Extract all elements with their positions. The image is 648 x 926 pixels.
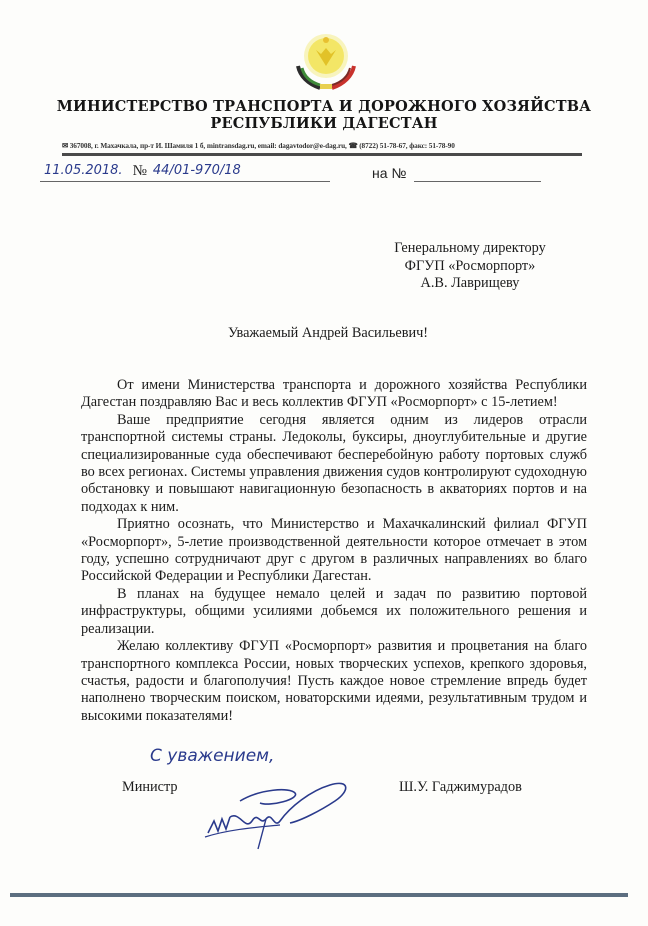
registration-row [40, 160, 582, 182]
letter-number: 44/01-970/18 [152, 163, 241, 178]
signer-name: Ш.У. Гаджимурадов [399, 779, 522, 796]
body-paragraph: Ваше предприятие сегодня является одним из лидеров отрасли транспортной системы страны. Ледоколы, буксиры, дноуглубительные и другие специализированные суда обеспечивают бесперебойную работу портовых служб во всех регионах. Системы управления движения судов контролируют судоходную обстановку и повышают навигационную безопасность в акваториях портов и на подходах к ним. [81, 411, 587, 515]
ministry-name-line2: РЕСПУБЛИКИ ДАГЕСТАН [210, 115, 438, 132]
bottom-divider [10, 893, 628, 897]
addressee-organization: ФГУП «Росморпорт» [404, 257, 536, 274]
signature-block [81, 745, 587, 875]
ministry-name-line1: МИНИСТЕРСТВО ТРАНСПОРТА И ДОРОЖНОГО ХОЗЯЙСТВА [56, 98, 592, 115]
ministry-name [40, 98, 608, 132]
letterhead-divider [62, 153, 582, 156]
number-label: № [132, 163, 147, 179]
letter-body [81, 377, 587, 875]
signature-icon [200, 771, 360, 851]
coat-of-arms-emblem [290, 28, 362, 92]
body-paragraph: В планах на будущее немало целей и задач по развитию портовой инфраструктуры, общими усилиями добьемся их положительного решения и реализации. [81, 585, 587, 637]
body-paragraph: Желаю коллективу ФГУП «Росморпорт» развития и процветания на благо транспортного комплекса России, новых творческих успехов, крепкого здоровья, счастья, радости и благополучия! Пусть каждое новое стремление впредь будет наполнено творческим поиском, новаторскими идеями, результативным трудом и высокими показателями! [81, 638, 587, 724]
addressee-block [360, 240, 580, 293]
registration-underline [40, 162, 330, 182]
letter-date: 11.05.2018. [44, 163, 123, 178]
reply-number-label: на № [372, 165, 407, 181]
letterhead-address: ✉ 367008, г. Махачкала, пр-т И. Шамиля 1 б, mintransdag.ru, email: dagavtodor@e-dag.ru, ☎ (8722) 51-78-67, факс: 51-78-90 [62, 141, 455, 150]
reply-number-group [372, 163, 541, 182]
handwritten-closing: С уважением, [150, 746, 275, 767]
addressee-position: Генеральному директору [394, 240, 546, 256]
body-paragraph: Приятно осознать, что Министерство и Махачкалинский филиал ФГУП «Росморпорт», 5-летие производственной деятельности которое отмечает в этом году, успешно сотрудничают друг с другом в различных направлениях во благо Российской Федерации и Республики Дагестан. [81, 516, 587, 585]
body-paragraph: От имени Министерства транспорта и дорожного хозяйства Республики Дагестан поздравляю Вас и весь коллектив ФГУП «Росморпорт» с 15-летием! [81, 377, 587, 411]
salutation: Уважаемый Андрей Васильевич! [228, 325, 429, 341]
signer-title: Министр [122, 779, 178, 796]
reply-number-underline [414, 163, 541, 182]
addressee-name: А.В. Лаврищеву [420, 275, 520, 291]
